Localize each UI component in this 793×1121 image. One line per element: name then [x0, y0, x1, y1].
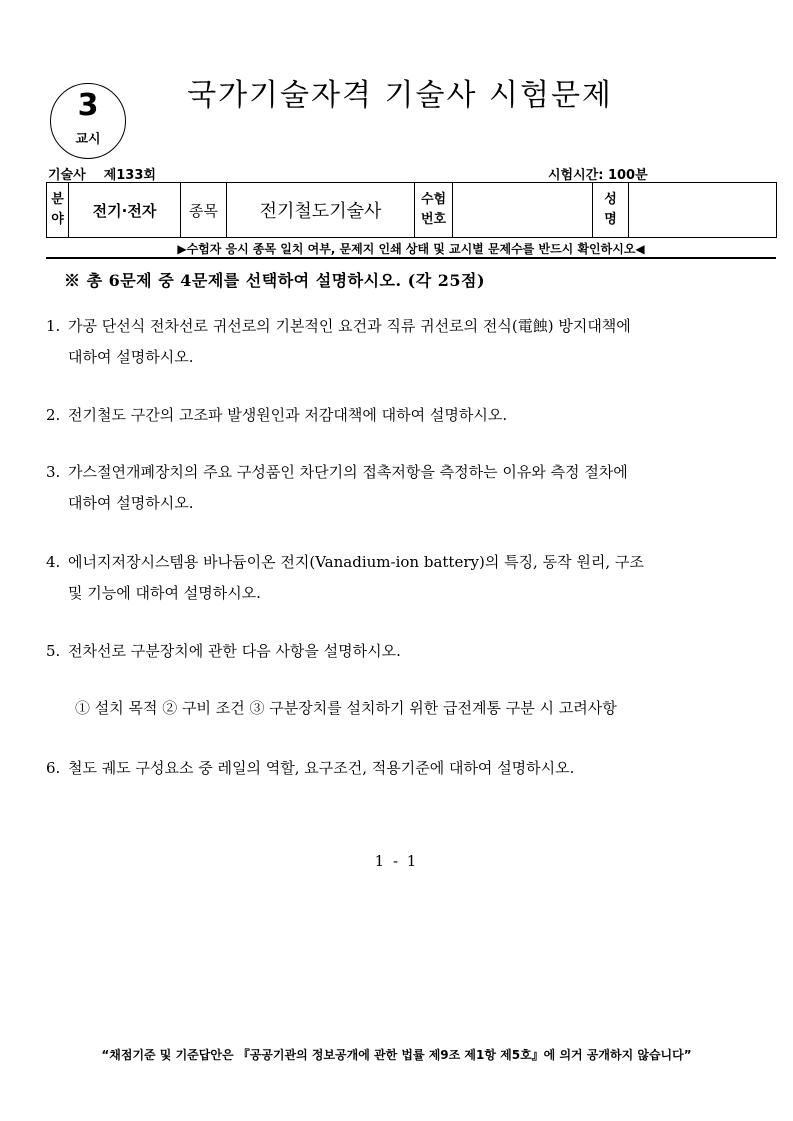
question-6: 6. 철도 궤도 구성요소 중 레일의 역할, 요구조건, 적용기준에 대하여 설명하시오.: [46, 759, 575, 777]
question-4: 4. 에너지저장시스템용 바나듐이온 전지(Vanadium-ion battery)의 특징, 동작 원리, 구조 및 기능에 대하여 설명하시오.: [46, 553, 644, 602]
exam-number-label: 수험 번호: [415, 183, 453, 238]
session-number: 3: [77, 88, 99, 123]
session-label: 교시: [75, 132, 101, 147]
question-5-sub-items: ① 설치 목적 ② 구비 조건 ③ 구분장치를 설치하기 위한 급전계통 구분 시 고려사항: [75, 699, 617, 717]
field-label: 분 야: [47, 183, 69, 238]
notice-text: ▶수험자 응시 종목 일치 여부, 문제지 인쇄 상태 및 교시별 문제수를 반드시 확인하시오◀: [177, 242, 645, 256]
exam-info-table: [46, 182, 777, 238]
page-number: 1 - 1: [374, 852, 419, 870]
exam-type: 기술사: [48, 168, 86, 183]
question-3: 3. 가스절연개폐장치의 주요 구성품인 차단기의 접촉저항을 측정하는 이유와 측정 절차에 대하여 설명하시오.: [46, 463, 628, 512]
category-value: 전기철도기술사: [227, 183, 415, 238]
name-label: 성 명: [593, 183, 629, 238]
category-label: 종목: [181, 183, 227, 238]
question-2: 2. 전기철도 구간의 고조파 발생원인과 저감대책에 대하여 설명하시오.: [46, 406, 508, 424]
exam-time: 시험시간: 100분: [548, 168, 648, 183]
exam-round: 제133회: [103, 168, 156, 183]
page-title: 국가기술자격 기술사 시험문제: [187, 78, 613, 113]
field-value: 전기·전자: [69, 183, 181, 238]
question-1: 1. 가공 단선식 전차선로 귀선로의 기본적인 요건과 직류 귀선로의 전식(電蝕) 방지대책에 대하여 설명하시오.: [46, 317, 631, 366]
exam-meta-left: [48, 164, 156, 183]
question-5: 5. 전차선로 구분장치에 관한 다음 사항을 설명하시오.: [46, 642, 401, 660]
divider: [46, 257, 776, 259]
instruction: ※ 총 6문제 중 4문제를 선택하여 설명하시오. (각 25점): [64, 271, 486, 290]
session-badge: [50, 83, 126, 159]
name-field[interactable]: [629, 183, 777, 238]
exam-number-field[interactable]: [453, 183, 593, 238]
footer-disclaimer: “채점기준 및 기준답안은 『공공기관의 정보공개에 관한 법률 제9조 제1항 제5호』에 의거 공개하지 않습니다”: [101, 1048, 692, 1062]
